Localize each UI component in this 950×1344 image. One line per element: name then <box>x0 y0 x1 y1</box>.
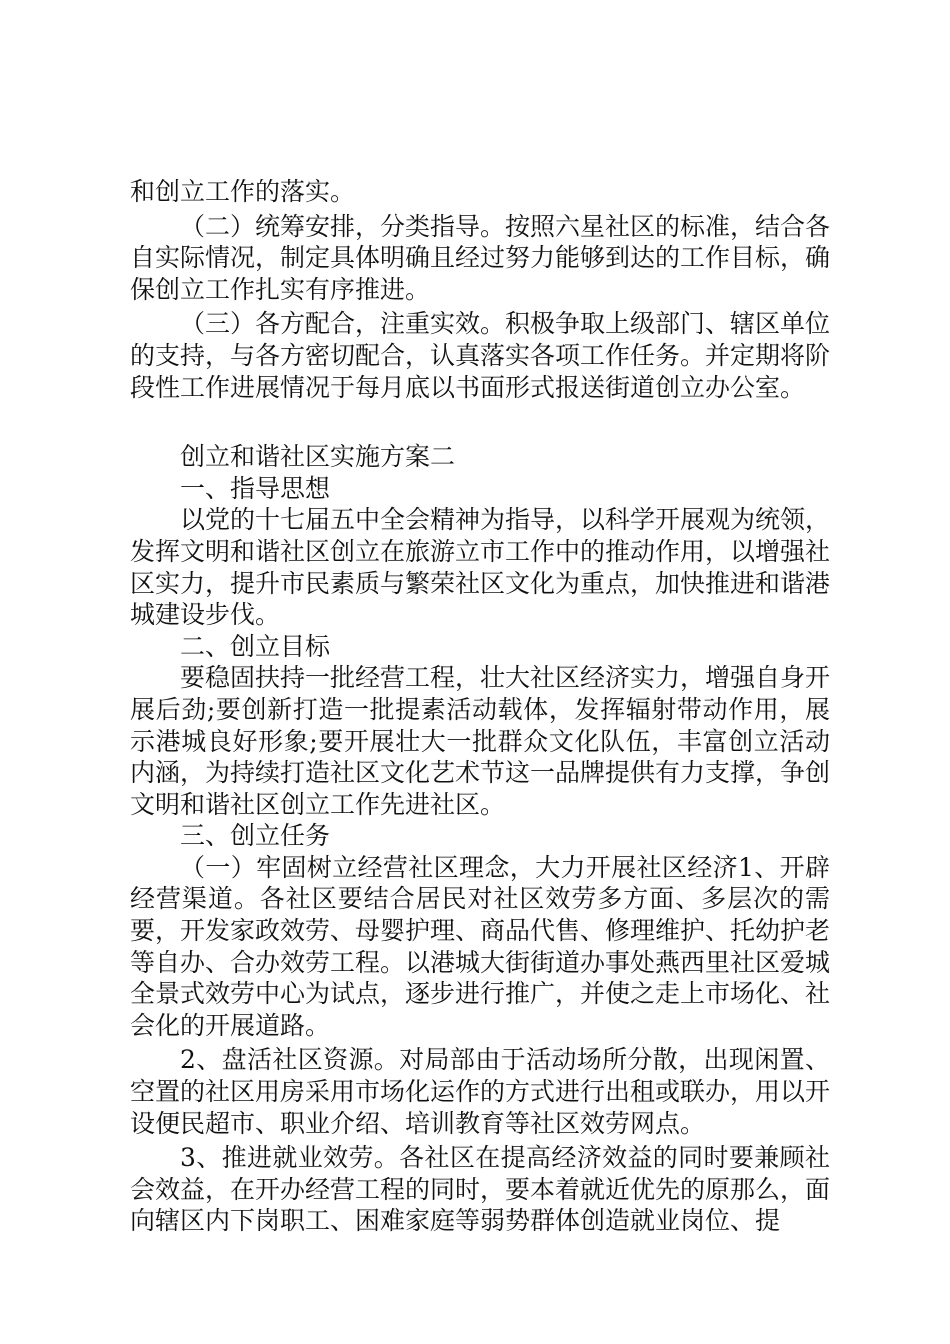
paragraph-guiding-thought: 以党的十七届五中全会精神为指导，以科学开展观为统领，发挥文明和谐社区创立在旅游立市工作中的推动作用，以增强社区实力，提升市民素质与繁荣社区文化为重点，加快推进和谐港城建设步伐。 <box>130 505 831 630</box>
paragraph-goals: 要稳固扶持一批经营工程，壮大社区经济实力，增强自身开展后劲;要创新打造一批提素活动载体，发挥辐射带动作用，展示港城良好形象;要开展壮大一批群众文化队伍，丰富创立活动内涵，为持续打造社区文化艺术节这一品牌提供有力支撑，争创文明和谐社区创立工作先进社区。 <box>130 663 831 819</box>
paragraph-task-two: 2、盘活社区资源。对局部由于活动场所分散，出现闲置、空置的社区用房采用市场化运作的方式进行出租或联办，用以开设便民超市、职业介绍、培训教育等社区效劳网点。 <box>130 1045 831 1138</box>
heading-goals: 二、创立目标 <box>180 631 331 661</box>
heading-tasks: 三、创立任务 <box>180 821 331 851</box>
paragraph-cooperation: （三）各方配合，注重实效。积极争取上级部门、辖区单位的支持，与各方密切配合，认真落实各项工作任务。并定期将阶段性工作进展情况于每月底以书面形式报送街道创立办公室。 <box>130 309 831 402</box>
heading-guiding-thought: 一、指导思想 <box>180 473 331 503</box>
paragraph-task-one: （一）牢固树立经营社区理念，大力开展社区经济1、开辟经营渠道。各社区要结合居民对社区效劳多方面、多层次的需要，开发家政效劳、母婴护理、商品代售、修理维护、托幼护老等自办、合办效劳工程。以港城大街街道办事处燕西里社区爱城全景式效劳中心为试点，逐步进行推广，并使之走上市场化、社会化的开展道路。 <box>130 852 831 1040</box>
paragraph-task-three: 3、推进就业效劳。各社区在提高经济效益的同时要兼顾社会效益，在开办经营工程的同时，要本着就近优先的原那么，面向辖区内下岗职工、困难家庭等弱势群体创造就业岗位、提 <box>130 1143 831 1236</box>
section-title: 创立和谐社区实施方案二 <box>180 442 456 472</box>
blank-line <box>130 403 830 441</box>
paragraph-continuation: 和创立工作的落实。 <box>130 177 356 206</box>
document-body <box>130 176 830 1237</box>
paragraph-coordination: （二）统筹安排，分类指导。按照六星社区的标准，结合各自实际情况，制定具体明确且经过努力能够到达的工作目标，确保创立工作扎实有序推进。 <box>130 211 831 304</box>
